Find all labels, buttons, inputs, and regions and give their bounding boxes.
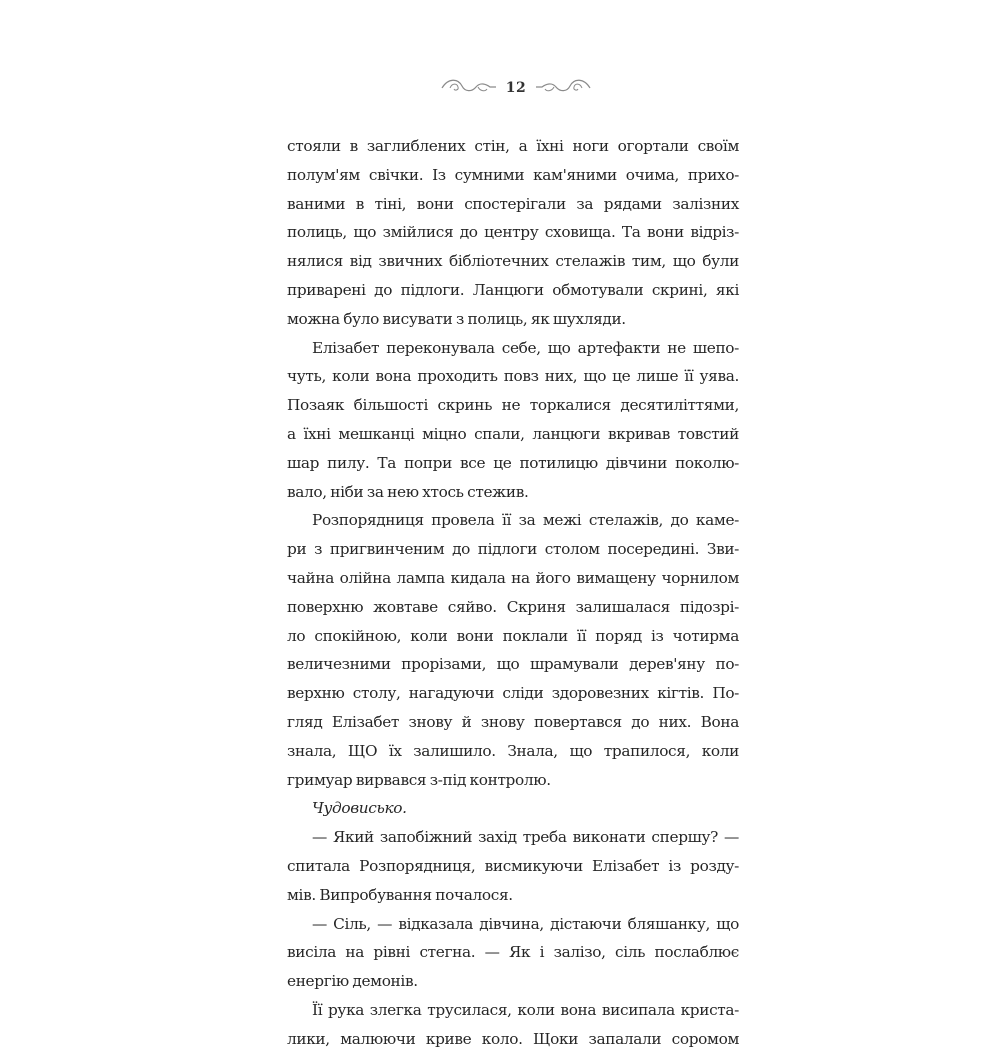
text-line: ваними в тіні, вони спостерігали за рядами залізних [287,194,739,213]
text-line: шар пилу. Та попри все це потилицю дівчини поколю- [287,453,739,472]
text-line: стояли в заглиблених стін, а їхні ноги огортали своїм [287,137,739,155]
text-line: вало, ніби за нею хтось стежив. [287,482,529,501]
text-line: — Який запобіжний захід треба виконати спершу? — [312,828,739,847]
text-line: поверхню жовтаве сяйво. Скриня залишалася підозрі- [287,597,739,616]
text-line: мів. Випробування почалося. [287,885,513,904]
text-line: Позаяк більшості скринь не торкалися десятиліттями, [287,396,739,415]
text-line: гляд Елізабет знову й знову повертався до них. Вона [287,712,739,731]
text-line: полиць, що змійлися до центру сховища. Та вони відріз- [287,223,739,242]
text-line: енергію демонів. [287,972,418,991]
text-line: спитала Розпорядниця, висмикуючи Елізабет із розду- [287,856,739,875]
text-line: ло спокійною, коли вони поклали її поряд із чотирма [287,626,739,645]
text-line: полум'ям свічки. Із сумними кам'яними очима, прихо- [287,165,739,184]
text-line: висіла на рівні стегна. — Як і залізо, сіль послаблює [287,943,739,962]
text-line: а їхні мешканці міцно спали, ланцюги вкривав товстий [287,424,739,443]
text-line: можна було висувати з полиць, як шухляди. [287,309,626,328]
text-line: чуть, коли вона проходить повз них, що це лише її уява. [287,367,739,386]
page-header [440,70,592,106]
flourish-right-icon [534,74,592,98]
text-line: ри з пригвинченим до підлоги столом посередині. Зви- [287,540,739,559]
text-line: нялися від звичних бібліотечних стелажів тим, що були [287,252,739,271]
text-line: чайна олійна лампа кидала на його вимащену чорнилом [287,568,739,587]
body-text [287,132,739,1054]
text-line: Чудовисько. [312,799,407,818]
text-line: приварені до підлоги. Ланцюги обмотували скрині, які [287,280,739,299]
text-line: знала, ЩО їх залишило. Знала, що трапилося, коли [287,741,739,760]
text-line: лики, малюючи криве коло. Щоки запалали соромом [287,1029,739,1048]
text-line: Її рука злегка трусилася, коли вона висипала криста- [312,1000,739,1019]
text-line: — Сіль, — відказала дівчина, дістаючи бляшанку, що [312,914,739,933]
text-line: величезними прорізами, що шрамували дерев'яну по- [287,655,739,674]
text-line: гримуар вирвався з-під контролю. [287,770,551,789]
text-line: Розпорядниця провела її за межі стелажів, до каме- [312,511,739,530]
page-number: 12 [505,80,527,96]
text-line: Елізабет переконувала себе, що артефакти не шепо- [312,338,739,357]
text-line: верхню столу, нагадуючи сліди здоровезних кігтів. По- [287,684,739,703]
